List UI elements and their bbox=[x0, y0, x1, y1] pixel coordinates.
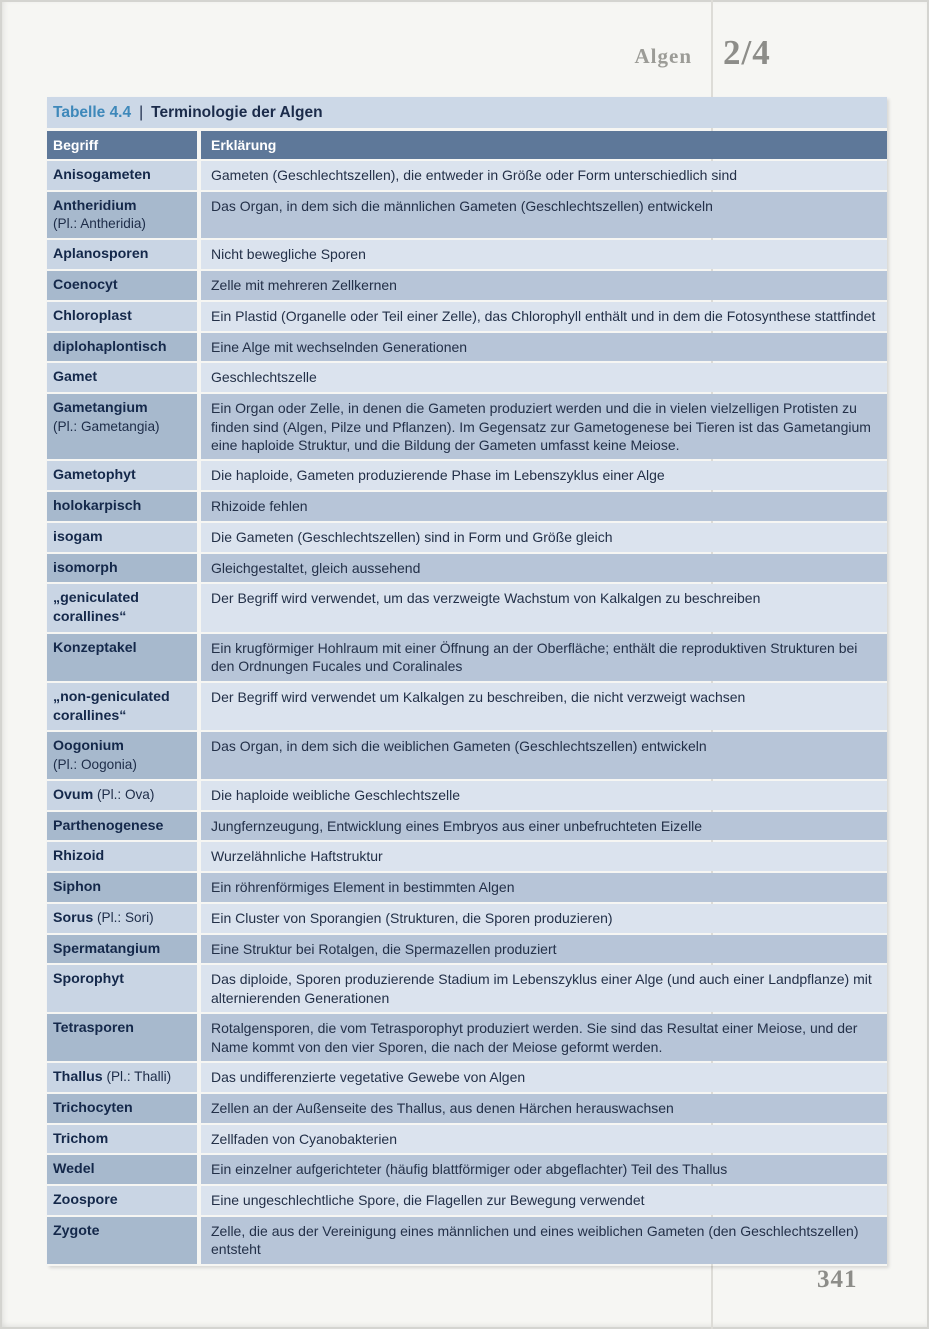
term-label: isomorph bbox=[53, 559, 118, 576]
explanation-cell: Ein einzelner aufgerichteter (häufig blattförmiger oder abgeflachter) Teil des Thallus bbox=[201, 1155, 887, 1184]
explanation-cell: Die haploide, Gameten produzierende Phase im Lebenszyklus einer Alge bbox=[201, 461, 887, 490]
table-row bbox=[47, 1186, 887, 1215]
term-cell bbox=[47, 363, 197, 392]
table-row bbox=[47, 523, 887, 552]
term-plural-line: (Pl.: Antheridia) bbox=[53, 216, 146, 232]
table-row bbox=[47, 935, 887, 964]
table-row bbox=[47, 812, 887, 841]
table-row bbox=[47, 161, 887, 190]
term-cell bbox=[47, 523, 197, 552]
explanation-cell: Der Begriff wird verwendet, um das verzweigte Wachstum von Kalkalgen zu beschreiben bbox=[201, 584, 887, 631]
term-label: Trichocyten bbox=[53, 1099, 133, 1116]
column-header-erklaerung: Erklärung bbox=[201, 131, 887, 159]
term-plural-inline: (Pl.: Ova) bbox=[93, 786, 155, 802]
term-cell bbox=[47, 634, 197, 681]
table-row bbox=[47, 584, 887, 631]
term-cell bbox=[47, 271, 197, 300]
term-label: Gametophyt bbox=[53, 467, 136, 484]
table-row bbox=[47, 271, 887, 300]
table-row bbox=[47, 394, 887, 459]
table-title-prefix: Tabelle 4.4 bbox=[53, 104, 132, 121]
term-label: Zoospore bbox=[53, 1192, 118, 1209]
explanation-cell: Zellen an der Außenseite des Thallus, aus denen Härchen herauswachsen bbox=[201, 1094, 887, 1123]
term-cell bbox=[47, 904, 197, 933]
term-label: Konzeptakel bbox=[53, 639, 137, 656]
explanation-cell: Eine Struktur bei Rotalgen, die Spermazellen produziert bbox=[201, 935, 887, 964]
term-label: „geniculated corallines“ bbox=[53, 590, 139, 626]
term-label: holokarpisch bbox=[53, 498, 142, 515]
term-cell bbox=[47, 1014, 197, 1061]
term-cell bbox=[47, 1217, 197, 1264]
term-label: Sorus bbox=[53, 909, 94, 926]
term-label: Zygote bbox=[53, 1222, 100, 1239]
term-cell bbox=[47, 1063, 197, 1092]
table-row bbox=[47, 302, 887, 331]
term-cell bbox=[47, 812, 197, 841]
term-plural-inline: (Pl.: Sori) bbox=[93, 909, 154, 925]
term-cell bbox=[47, 240, 197, 269]
explanation-cell: Rotalgensporen, die vom Tetrasporophyt produziert werden. Sie sind das Resultat einer Meiose, und der Name kommt von den vier Sporen, die nach der Meiose geformt werden. bbox=[201, 1014, 887, 1061]
explanation-cell: Ein Cluster von Sporangien (Strukturen, die Sporen produzieren) bbox=[201, 904, 887, 933]
term-plural-inline: (Pl.: Thalli) bbox=[102, 1069, 172, 1085]
term-label: Sporophyt bbox=[53, 971, 124, 988]
term-plural-line: (Pl.: Oogonia) bbox=[53, 757, 137, 773]
page-number: 341 bbox=[817, 1266, 858, 1293]
term-label: Antheridium bbox=[53, 197, 137, 214]
term-label: Aplanosporen bbox=[53, 246, 149, 263]
explanation-cell: Eine ungeschlechtliche Spore, die Flagellen zur Bewegung verwendet bbox=[201, 1186, 887, 1215]
explanation-cell: Ein röhrenförmiges Element in bestimmten Algen bbox=[201, 873, 887, 902]
table-row bbox=[47, 842, 887, 871]
explanation-cell: Die haploide weibliche Geschlechtszelle bbox=[201, 781, 887, 810]
table-row bbox=[47, 333, 887, 362]
table-row bbox=[47, 1155, 887, 1184]
table-body bbox=[47, 161, 887, 1264]
explanation-cell: Jungfernzeugung, Entwicklung eines Embryos aus einer unbefruchteten Eizelle bbox=[201, 812, 887, 841]
explanation-cell: Das undifferenzierte vegetative Gewebe von Algen bbox=[201, 1063, 887, 1092]
term-cell bbox=[47, 873, 197, 902]
table-title bbox=[47, 97, 887, 128]
explanation-cell: Eine Alge mit wechselnden Generationen bbox=[201, 333, 887, 362]
table-row bbox=[47, 554, 887, 583]
term-cell bbox=[47, 732, 197, 779]
table-row bbox=[47, 363, 887, 392]
explanation-cell: Das Organ, in dem sich die männlichen Gameten (Geschlechtszellen) entwickeln bbox=[201, 192, 887, 239]
table-row bbox=[47, 192, 887, 239]
table-row bbox=[47, 1217, 887, 1264]
term-cell bbox=[47, 492, 197, 521]
term-label: Spermatangium bbox=[53, 940, 161, 957]
table-row bbox=[47, 1014, 887, 1061]
explanation-cell: Zelle mit mehreren Zellkernen bbox=[201, 271, 887, 300]
term-cell bbox=[47, 842, 197, 871]
explanation-cell: Das Organ, in dem sich die weiblichen Gameten (Geschlechtszellen) entwickeln bbox=[201, 732, 887, 779]
explanation-cell: Gameten (Geschlechtszellen), die entweder in Größe oder Form unterschiedlich sind bbox=[201, 161, 887, 190]
column-header-begriff: Begriff bbox=[47, 131, 197, 159]
term-cell bbox=[47, 584, 197, 631]
table-row bbox=[47, 904, 887, 933]
term-label: Anisogameten bbox=[53, 167, 151, 183]
explanation-cell: Zellfaden von Cyanobakterien bbox=[201, 1125, 887, 1154]
explanation-cell: Ein Plastid (Organelle oder Teil einer Zelle), das Chlorophyll enthält und in dem die Fotosynthese stattfindet bbox=[201, 302, 887, 331]
explanation-cell: Gleichgestaltet, gleich aussehend bbox=[201, 554, 887, 583]
explanation-cell: Der Begriff wird verwendet um Kalkalgen zu beschreiben, die nicht verzweigt wachsen bbox=[201, 683, 887, 730]
term-cell bbox=[47, 333, 197, 362]
term-cell bbox=[47, 781, 197, 810]
table-row bbox=[47, 683, 887, 730]
table-row bbox=[47, 781, 887, 810]
term-label: isogam bbox=[53, 528, 103, 545]
table-row bbox=[47, 1063, 887, 1092]
term-cell bbox=[47, 192, 197, 239]
term-cell bbox=[47, 683, 197, 730]
term-plural-line: (Pl.: Gametangia) bbox=[53, 418, 160, 434]
explanation-cell: Rhizoide fehlen bbox=[201, 492, 887, 521]
term-label: Gamet bbox=[53, 369, 98, 386]
term-cell bbox=[47, 461, 197, 490]
running-header: Algen bbox=[634, 44, 692, 68]
term-label: Thallus bbox=[53, 1069, 103, 1086]
table-row bbox=[47, 1094, 887, 1123]
term-label: Rhizoid bbox=[53, 848, 105, 865]
terminology-table bbox=[47, 97, 887, 1266]
table-row bbox=[47, 732, 887, 779]
term-label: Ovum bbox=[53, 786, 94, 803]
table-row bbox=[47, 492, 887, 521]
term-label: Chloroplast bbox=[53, 307, 132, 324]
table-row bbox=[47, 461, 887, 490]
table-row bbox=[47, 1125, 887, 1154]
term-cell bbox=[47, 1125, 197, 1154]
term-label: Siphon bbox=[53, 879, 102, 896]
explanation-cell: Die Gameten (Geschlechtszellen) sind in Form und Größe gleich bbox=[201, 523, 887, 552]
term-label: Trichom bbox=[53, 1130, 109, 1147]
table-row bbox=[47, 873, 887, 902]
table-title-separator: | bbox=[139, 104, 144, 121]
term-label: diplohaplontisch bbox=[53, 338, 167, 355]
table-row bbox=[47, 240, 887, 269]
table-header-row bbox=[47, 131, 887, 159]
term-cell bbox=[47, 1186, 197, 1215]
term-label: „non-geniculated corallines“ bbox=[53, 688, 170, 724]
term-cell bbox=[47, 161, 197, 190]
table-row bbox=[47, 634, 887, 681]
term-label: Tetrasporen bbox=[53, 1020, 134, 1037]
chapter-indicator: 2/4 bbox=[723, 33, 771, 72]
term-cell bbox=[47, 554, 197, 583]
table-row bbox=[47, 965, 887, 1012]
table-title-text: Terminologie der Algen bbox=[151, 104, 323, 121]
term-cell bbox=[47, 935, 197, 964]
term-label: Wedel bbox=[53, 1161, 95, 1178]
term-label: Gametangium bbox=[53, 400, 148, 417]
term-label: Coenocyt bbox=[53, 277, 118, 294]
explanation-cell: Geschlechtszelle bbox=[201, 363, 887, 392]
term-cell bbox=[47, 965, 197, 1012]
term-cell bbox=[47, 394, 197, 459]
term-cell bbox=[47, 302, 197, 331]
explanation-cell: Wurzelähnliche Haftstruktur bbox=[201, 842, 887, 871]
explanation-cell: Zelle, die aus der Vereinigung eines männlichen und eines weiblichen Gameten (den Geschlechtszellen) entsteht bbox=[201, 1217, 887, 1264]
term-label: Oogonium bbox=[53, 738, 124, 755]
explanation-cell: Nicht bewegliche Sporen bbox=[201, 240, 887, 269]
term-cell bbox=[47, 1094, 197, 1123]
explanation-cell: Ein Organ oder Zelle, in denen die Gameten produziert werden und die in vielen vielzelligen Protisten zu finden sind (Algen, Pilze und Pflanzen). Im Gegensatz zur Gametogenese bei Tieren ist das Gametangium eine haploide Struktur, und die Bildung der Gameten umfasst keine Meiose. bbox=[201, 394, 887, 459]
term-label: Parthenogenese bbox=[53, 817, 164, 834]
explanation-cell: Das diploide, Sporen produzierende Stadium im Lebenszyklus einer Alge (und auch einer Landpflanze) mit alternierenden Generationen bbox=[201, 965, 887, 1012]
term-cell bbox=[47, 1155, 197, 1184]
explanation-cell: Ein krugförmiger Hohlraum mit einer Öffnung an der Oberfläche; enthält die reproduktiven Strukturen bei den Ordnungen Fucales und Coralinales bbox=[201, 634, 887, 681]
